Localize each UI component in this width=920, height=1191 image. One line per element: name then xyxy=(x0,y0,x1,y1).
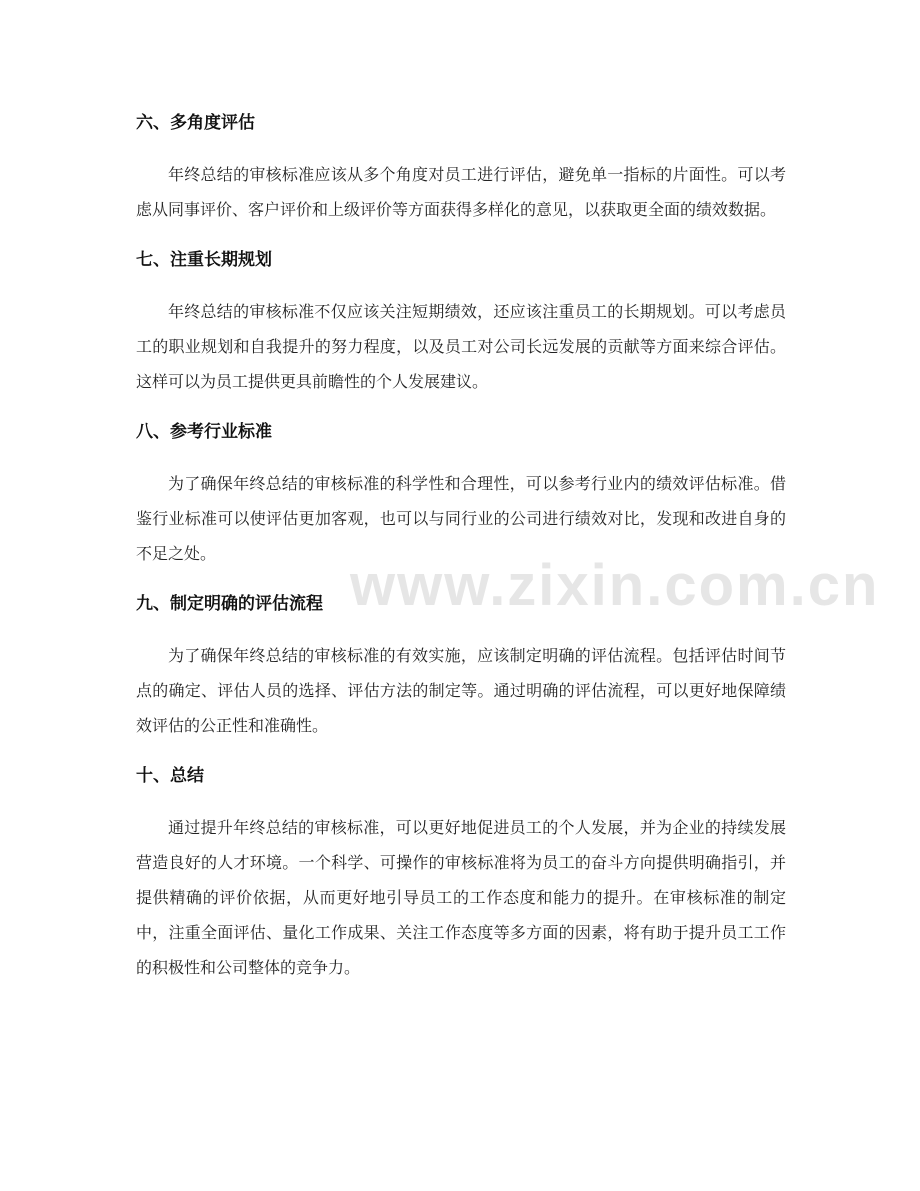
section-8 xyxy=(136,417,786,571)
section-9 xyxy=(136,589,786,743)
section-10 xyxy=(136,761,786,985)
watermark: www.zixin.com.cn xyxy=(350,553,880,618)
document-content xyxy=(136,108,786,1003)
section-paragraph: 为了确保年终总结的审核标准的有效实施，应该制定明确的评估流程。包括评估时间节点的确定、评估人员的选择、评估方法的制定等。通过明确的评估流程，可以更好地保障绩效评估的公正性和准确性。 xyxy=(136,646,786,735)
section-heading: 六、多角度评估 xyxy=(136,113,255,133)
section-heading: 九、制定明确的评估流程 xyxy=(136,594,323,614)
section-6 xyxy=(136,108,786,227)
section-paragraph: 为了确保年终总结的审核标准的科学性和合理性，可以参考行业内的绩效评估标准。借鉴行业标准可以使评估更加客观，也可以与同行业的公司进行绩效对比，发现和改进自身的不足之处。 xyxy=(136,474,786,563)
section-heading: 七、注重长期规划 xyxy=(136,250,272,270)
section-heading: 八、参考行业标准 xyxy=(136,422,272,442)
section-paragraph: 通过提升年终总结的审核标准，可以更好地促进员工的个人发展，并为企业的持续发展营造良好的人才环境。一个科学、可操作的审核标准将为员工的奋斗方向提供明确指引，并提供精确的评价依据，从而更好地引导员工的工作态度和能力的提升。在审核标准的制定中，注重全面评估、量化工作成果、关注工作态度等多方面的因素，将有助于提升员工工作的积极性和公司整体的竞争力。 xyxy=(136,818,786,977)
section-heading: 十、总结 xyxy=(136,766,204,786)
section-paragraph: 年终总结的审核标准应该从多个角度对员工进行评估，避免单一指标的片面性。可以考虑从同事评价、客户评价和上级评价等方面获得多样化的意见，以获取更全面的绩效数据。 xyxy=(136,165,786,219)
section-7 xyxy=(136,245,786,399)
section-paragraph: 年终总结的审核标准不仅应该关注短期绩效，还应该注重员工的长期规划。可以考虑员工的职业规划和自我提升的努力程度，以及员工对公司长远发展的贡献等方面来综合评估。这样可以为员工提供更具前瞻性的个人发展建议。 xyxy=(136,302,786,391)
